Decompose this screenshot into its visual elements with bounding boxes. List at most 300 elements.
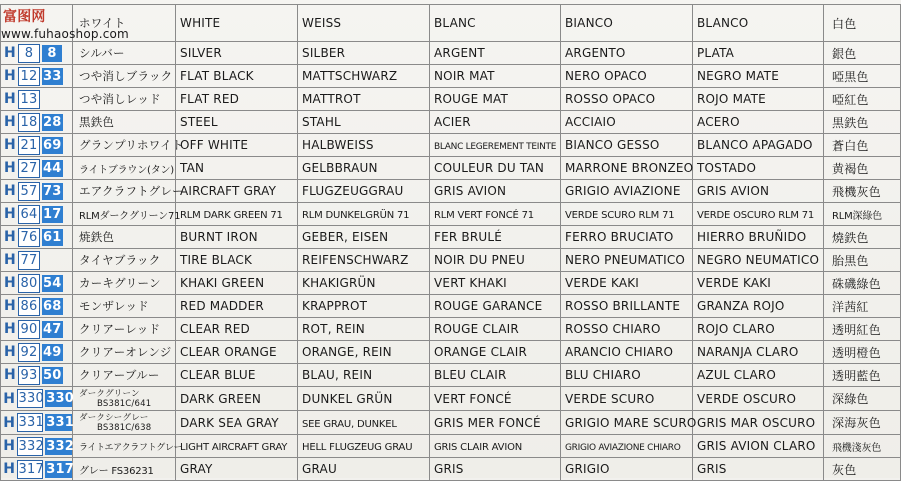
- fr-name: ROUGE GARANCE: [434, 299, 543, 313]
- japanese-name: モンザレッド: [79, 299, 149, 313]
- es-name: VERDE KAKI: [697, 276, 772, 290]
- es-name: ROJO MATE: [697, 92, 766, 106]
- fr-name-cell: [430, 134, 561, 157]
- spray-code-number: 17: [43, 206, 62, 222]
- it-name: ACCIAIO: [565, 115, 616, 129]
- de-name-cell: [298, 5, 430, 42]
- es-name: AZUL CLARO: [697, 368, 777, 382]
- de-name-cell: [298, 65, 430, 88]
- watermark-logo: [1, 5, 72, 27]
- fr-name: NOIR DU PNEU: [434, 253, 525, 267]
- fr-name: COULEUR DU TAN: [434, 161, 545, 175]
- hobby-code-number: 90: [18, 320, 40, 339]
- de-name: STAHL: [302, 115, 341, 129]
- it-name-cell: [561, 249, 693, 272]
- japanese-name: クリアーレッド: [79, 322, 161, 336]
- en-name: FLAT RED: [180, 92, 240, 106]
- hobby-code-prefix: H: [4, 68, 16, 84]
- chinese-name: 白色: [832, 16, 857, 31]
- en-name-cell: [176, 226, 298, 249]
- de-name-cell: [298, 180, 430, 203]
- chinese-name: 洋茜紅: [832, 299, 869, 314]
- chinese-name-cell: [824, 5, 901, 42]
- chinese-name-cell: [824, 249, 901, 272]
- fr-name: GRIS MER FONCÉ: [434, 415, 541, 430]
- en-name-cell: [176, 249, 298, 272]
- en-name-cell: [176, 180, 298, 203]
- it-name-cell: [561, 226, 693, 249]
- de-name: HELL FLUGZEUG GRAU: [302, 442, 413, 453]
- es-name-cell: [693, 5, 824, 42]
- en-name: CLEAR ORANGE: [180, 345, 277, 359]
- hobby-code-number: 76: [18, 228, 40, 247]
- japanese-name-cell: [73, 387, 176, 411]
- chinese-name-cell: [824, 65, 901, 88]
- it-name-cell: [561, 295, 693, 318]
- es-name: GRANZA ROJO: [697, 299, 785, 313]
- it-name-cell: [561, 458, 693, 481]
- es-name: BLANCO: [697, 16, 749, 30]
- de-name: KRAPPROT: [302, 299, 368, 313]
- it-name: NERO OPACO: [565, 69, 647, 83]
- de-name-cell: [298, 387, 430, 411]
- spray-code-number: 54: [43, 275, 62, 291]
- en-name-cell: [176, 5, 298, 42]
- it-name: FERRO BRUCIATO: [565, 230, 674, 244]
- es-name-cell: [693, 387, 824, 411]
- japanese-name-cell: [73, 364, 176, 387]
- chinese-name: 黄褐色: [832, 161, 869, 176]
- japanese-name: つや消しブラック: [79, 69, 173, 83]
- es-name: GRIS: [697, 462, 727, 476]
- hobby-code-number: 331: [18, 415, 44, 430]
- fr-name: GRIS CLAIR AVION: [434, 442, 523, 453]
- es-name: HIERRO BRUÑIDO: [697, 230, 807, 244]
- japanese-name-cell: [73, 157, 176, 180]
- es-name-cell: [693, 295, 824, 318]
- en-name: TAN: [180, 161, 205, 175]
- bs-standard-code: BS381C/641: [97, 399, 152, 409]
- hobby-code-number: 57: [18, 182, 40, 201]
- paint-code-cell: [1, 42, 73, 65]
- hobby-code-number: 92: [18, 343, 40, 362]
- chinese-name: 蒼白色: [832, 138, 869, 153]
- spray-code-number: 44: [43, 160, 62, 176]
- es-name-cell: [693, 42, 824, 65]
- hobby-code-prefix: H: [3, 438, 16, 454]
- hobby-code-prefix: H: [4, 45, 16, 61]
- table-row: [1, 203, 901, 226]
- chinese-name-cell: [824, 203, 901, 226]
- paint-code-cell: [1, 65, 73, 88]
- es-name-cell: [693, 203, 824, 226]
- es-name-cell: [693, 134, 824, 157]
- hobby-code-prefix: H: [3, 414, 16, 431]
- es-name-cell: [693, 65, 824, 88]
- hobby-code-prefix: H: [4, 160, 16, 176]
- japanese-name: シルバー: [79, 46, 125, 60]
- japanese-name-cell: [73, 272, 176, 295]
- es-name: TOSTADO: [697, 161, 757, 175]
- de-name: FLUGZEUGGRAU: [302, 184, 404, 198]
- paint-code-cell: [1, 295, 73, 318]
- japanese-name: 焼鉄色: [79, 230, 115, 244]
- hobby-code-prefix: H: [4, 252, 16, 268]
- fr-name-cell: [430, 226, 561, 249]
- fr-name-cell: [430, 364, 561, 387]
- chinese-name-cell: [824, 411, 901, 435]
- paint-code-cell: [1, 134, 73, 157]
- de-name-cell: [298, 249, 430, 272]
- de-name-cell: [298, 341, 430, 364]
- de-name-cell: [298, 364, 430, 387]
- de-name: WEISS: [302, 16, 342, 30]
- hobby-code-number: 332: [18, 438, 44, 454]
- table-row: [1, 226, 901, 249]
- hobby-code-prefix: H: [4, 321, 16, 337]
- es-name: VERDE OSCURO RLM 71: [697, 210, 815, 221]
- japanese-name: ライトエアクラフトグレー: [79, 443, 183, 453]
- es-name-cell: [693, 364, 824, 387]
- it-name-cell: [561, 341, 693, 364]
- paint-color-table: [0, 4, 901, 481]
- fr-name: VERT KHAKI: [434, 276, 507, 290]
- es-name-cell: [693, 411, 824, 435]
- en-name: BURNT IRON: [180, 230, 258, 244]
- fr-name-cell: [430, 295, 561, 318]
- hobby-code-prefix: H: [4, 229, 16, 245]
- de-name-cell: [298, 226, 430, 249]
- spray-code-number: 8: [42, 45, 62, 62]
- fr-name-cell: [430, 387, 561, 411]
- chinese-name: 深海灰色: [832, 416, 881, 430]
- fr-name: RLM VERT FONCÉ 71: [434, 210, 534, 221]
- japanese-name: グランプリホワイト: [79, 138, 184, 152]
- table-row: [1, 341, 901, 364]
- de-name-cell: [298, 272, 430, 295]
- en-name-cell: [176, 364, 298, 387]
- fr-name-cell: [430, 42, 561, 65]
- chinese-name-cell: [824, 458, 901, 481]
- it-name-cell: [561, 65, 693, 88]
- it-name-cell: [561, 180, 693, 203]
- fr-name-cell: [430, 180, 561, 203]
- fr-name-cell: [430, 5, 561, 42]
- fr-name: FER BRULÉ: [434, 230, 503, 244]
- table-row: [1, 435, 901, 458]
- de-name-cell: [298, 134, 430, 157]
- it-name-cell: [561, 88, 693, 111]
- chinese-name-cell: [824, 180, 901, 203]
- en-name: KHAKI GREEN: [180, 276, 265, 290]
- japanese-name-cell: [73, 180, 184, 203]
- es-name: NARANJA CLARO: [697, 345, 799, 359]
- hobby-code-prefix: H: [4, 91, 16, 107]
- watermark-logo-text: 富图网: [3, 9, 46, 25]
- it-name: VERDE SCURO RLM 71: [565, 210, 675, 221]
- fr-name: VERT FONCÉ: [434, 391, 512, 406]
- de-name: ROT, REIN: [302, 322, 365, 336]
- it-name: GRIGIO AVIAZIONE CHIARO: [565, 443, 681, 453]
- en-name: RLM DARK GREEN 71: [180, 210, 283, 221]
- chinese-name: 銀色: [832, 46, 857, 61]
- fr-name: GRIS: [434, 462, 464, 476]
- en-name: SILVER: [180, 46, 222, 60]
- it-name: ARGENTO: [565, 46, 626, 60]
- bs-standard-code: BS381C/638: [97, 423, 152, 433]
- table-row: [1, 249, 901, 272]
- es-name-cell: [693, 180, 824, 203]
- table-row: [1, 42, 901, 65]
- it-name-cell: [561, 435, 693, 458]
- paint-code-cell: [1, 364, 73, 387]
- fr-name: NOIR MAT: [434, 69, 495, 83]
- it-name-cell: [561, 411, 697, 435]
- en-name: STEEL: [180, 115, 218, 129]
- paint-code-cell: [1, 458, 73, 481]
- hobby-code-number: 330: [18, 391, 44, 406]
- japanese-name-cell: [73, 341, 176, 364]
- es-name: PLATA: [697, 46, 735, 60]
- es-name-cell: [693, 458, 824, 481]
- hobby-code-number: 27: [18, 159, 40, 178]
- de-name: RLM DUNKELGRÜN 71: [302, 210, 410, 221]
- fr-name: ROUGE MAT: [434, 92, 509, 106]
- hobby-code-prefix: H: [4, 275, 16, 291]
- chinese-name-cell: [824, 341, 901, 364]
- en-name: CLEAR RED: [180, 322, 250, 336]
- de-name-cell: [298, 88, 430, 111]
- de-name-cell: [298, 295, 430, 318]
- en-name-cell: [176, 458, 298, 481]
- japanese-name-cell: [73, 435, 183, 458]
- hobby-code-number: 77: [18, 251, 40, 270]
- fr-name: BLEU CLAIR: [434, 368, 507, 382]
- chinese-name-cell: [824, 111, 901, 134]
- hobby-code-number: 8: [18, 44, 40, 63]
- japanese-name: つや消しレッド: [79, 92, 161, 106]
- spray-code-number: 33: [43, 68, 62, 84]
- chinese-name: 飛機淺灰色: [832, 442, 881, 454]
- de-name: SEE GRAU, DUNKEL: [302, 418, 397, 430]
- it-name-cell: [561, 42, 693, 65]
- de-name: GRAU: [302, 462, 337, 476]
- de-name: HALBWEISS: [302, 138, 374, 152]
- hobby-code-number: 64: [18, 205, 40, 224]
- hobby-code-prefix: H: [4, 114, 16, 130]
- table-row: [1, 272, 901, 295]
- chinese-name-cell: [824, 295, 901, 318]
- spray-code-number: 73: [43, 183, 62, 199]
- it-name: VERDE KAKI: [565, 276, 640, 290]
- en-name-cell: [176, 157, 298, 180]
- hobby-code-number: 18: [18, 113, 40, 132]
- de-name-cell: [298, 42, 430, 65]
- fr-name-cell: [430, 341, 561, 364]
- table-row: [1, 157, 901, 180]
- japanese-name: タイヤブラック: [79, 253, 161, 267]
- en-name-cell: [176, 295, 298, 318]
- chinese-name-cell: [824, 42, 901, 65]
- watermark-url: www.fuhaoshop.com: [1, 27, 129, 41]
- it-name-cell: [561, 203, 693, 226]
- japanese-name: ダークシーグレー: [79, 413, 149, 423]
- chinese-name-cell: [824, 387, 901, 411]
- fr-name-cell: [430, 65, 561, 88]
- en-name-cell: [176, 387, 298, 411]
- paint-code-cell: [1, 203, 73, 226]
- hobby-code-number: 13: [18, 90, 40, 109]
- fr-name-cell: [430, 411, 561, 435]
- paint-code-cell: [1, 435, 73, 458]
- it-name: ARANCIO CHIARO: [565, 345, 674, 359]
- de-name: DUNKEL GRÜN: [302, 391, 393, 406]
- japanese-name: クリアーブルー: [79, 368, 160, 382]
- es-name-cell: [693, 272, 824, 295]
- chinese-name: 飛機灰色: [832, 184, 881, 199]
- paint-code-cell: [1, 341, 73, 364]
- de-name: MATTSCHWARZ: [302, 69, 398, 83]
- paint-code-cell: [1, 88, 73, 111]
- it-name: VERDE SCURO: [565, 391, 655, 406]
- de-name-cell: [298, 435, 430, 458]
- table-row: [1, 295, 901, 318]
- es-name: GRIS AVION CLARO: [697, 439, 816, 453]
- japanese-name: グレー FS36231: [79, 465, 154, 477]
- es-name-cell: [693, 435, 824, 458]
- it-name-cell: [561, 387, 693, 411]
- table-row: [1, 458, 901, 481]
- japanese-name: RLMダークグリーン71: [79, 210, 181, 222]
- chinese-name-cell: [824, 157, 901, 180]
- chinese-name: 硃磯綠色: [832, 276, 881, 291]
- it-name: ROSSO CHIARO: [565, 322, 661, 336]
- it-name: BIANCO GESSO: [565, 138, 660, 152]
- de-name: REIFENSCHWARZ: [302, 253, 409, 267]
- spray-code-number: 331: [46, 415, 74, 430]
- de-name: SILBER: [302, 46, 346, 60]
- chinese-name: 透明紅色: [832, 322, 881, 337]
- chinese-name: 胎黒色: [832, 253, 869, 268]
- en-name-cell: [176, 435, 298, 458]
- japanese-name: クリアーオレンジ: [79, 345, 172, 359]
- table-row: [1, 111, 901, 134]
- fr-name-cell: [430, 88, 561, 111]
- hobby-code-prefix: H: [4, 344, 16, 360]
- en-name-cell: [176, 203, 298, 226]
- japanese-name: エアクラフトグレー: [79, 184, 184, 198]
- it-name-cell: [561, 134, 693, 157]
- de-name: KHAKIGRÜN: [302, 276, 376, 290]
- japanese-name-cell: [73, 42, 176, 65]
- hobby-code-number: 93: [18, 366, 40, 385]
- japanese-name-cell: [73, 411, 176, 435]
- it-name: ROSSO OPACO: [565, 92, 656, 106]
- paint-code-cell: [1, 387, 73, 411]
- fr-name-cell: [430, 249, 561, 272]
- chinese-name: 啞黒色: [832, 69, 869, 84]
- es-name-cell: [693, 341, 824, 364]
- en-name: FLAT BLACK: [180, 69, 254, 83]
- fr-name: ARGENT: [434, 46, 485, 60]
- en-name-cell: [176, 111, 298, 134]
- fr-name: ROUGE CLAIR: [434, 322, 519, 336]
- en-name: AIRCRAFT GRAY: [180, 184, 277, 198]
- es-name-cell: [693, 226, 824, 249]
- de-name: BLAU, REIN: [302, 368, 373, 382]
- fr-name-cell: [430, 272, 561, 295]
- en-name: WHITE: [180, 16, 221, 30]
- japanese-name: カーキグリーン: [79, 276, 161, 290]
- en-name-cell: [176, 411, 298, 435]
- fr-name-cell: [430, 157, 561, 180]
- japanese-name: ダークグリーン: [79, 389, 140, 399]
- es-name: GRIS AVION: [697, 184, 770, 198]
- japanese-name-cell: [73, 318, 176, 341]
- es-name-cell: [693, 111, 824, 134]
- en-name: DARK SEA GRAY: [180, 415, 279, 430]
- fr-name: ACIER: [434, 115, 471, 129]
- spray-code-number: 49: [43, 344, 62, 360]
- es-name: GRIS MAR OSCURO: [697, 415, 816, 430]
- chinese-name-cell: [824, 134, 901, 157]
- it-name-cell: [561, 5, 693, 42]
- hobby-code-prefix: H: [4, 137, 16, 153]
- en-name-cell: [176, 88, 298, 111]
- spray-code-number: 61: [43, 229, 62, 245]
- spray-code-number: 47: [43, 321, 62, 337]
- es-name: NEGRO MATE: [697, 69, 779, 83]
- spray-code-number: 68: [43, 298, 62, 314]
- en-name-cell: [176, 341, 298, 364]
- hobby-code-prefix: H: [3, 461, 16, 477]
- hobby-code-number: 12: [18, 67, 40, 86]
- hobby-code-prefix: H: [4, 206, 16, 222]
- hobby-code-number: 317: [18, 461, 44, 477]
- table-row: [1, 88, 901, 111]
- table-row: [1, 5, 901, 42]
- chinese-name-cell: [824, 226, 901, 249]
- de-name-cell: [298, 203, 430, 226]
- fr-name-cell: [430, 111, 561, 134]
- es-name-cell: [693, 249, 824, 272]
- table-row: [1, 134, 901, 157]
- en-name-cell: [176, 42, 298, 65]
- it-name: NERO PNEUMATICO: [565, 253, 686, 267]
- hobby-code-number: 86: [18, 297, 40, 316]
- chinese-name-cell: [824, 318, 901, 341]
- spray-code-number: 332: [46, 438, 74, 454]
- it-name: ROSSO BRILLANTE: [565, 299, 681, 313]
- chinese-name: 透明橙色: [832, 345, 881, 360]
- japanese-name-cell: [73, 226, 176, 249]
- de-name: MATTROT: [302, 92, 361, 106]
- en-name: DARK GREEN: [180, 391, 262, 406]
- es-name-cell: [693, 318, 824, 341]
- de-name-cell: [298, 157, 430, 180]
- hobby-code-number: 80: [18, 274, 40, 293]
- chinese-name: 深綠色: [832, 392, 869, 406]
- spray-code-number: 50: [43, 367, 62, 383]
- table-row: [1, 65, 901, 88]
- paint-code-cell: [1, 226, 73, 249]
- chinese-name-cell: [824, 435, 901, 458]
- en-name-cell: [176, 318, 298, 341]
- fr-name-cell: [430, 458, 561, 481]
- en-name: RED MADDER: [180, 299, 264, 313]
- fr-name: BLANC LEGEREMENT TEINTE: [434, 142, 557, 152]
- japanese-name-cell: [73, 203, 181, 226]
